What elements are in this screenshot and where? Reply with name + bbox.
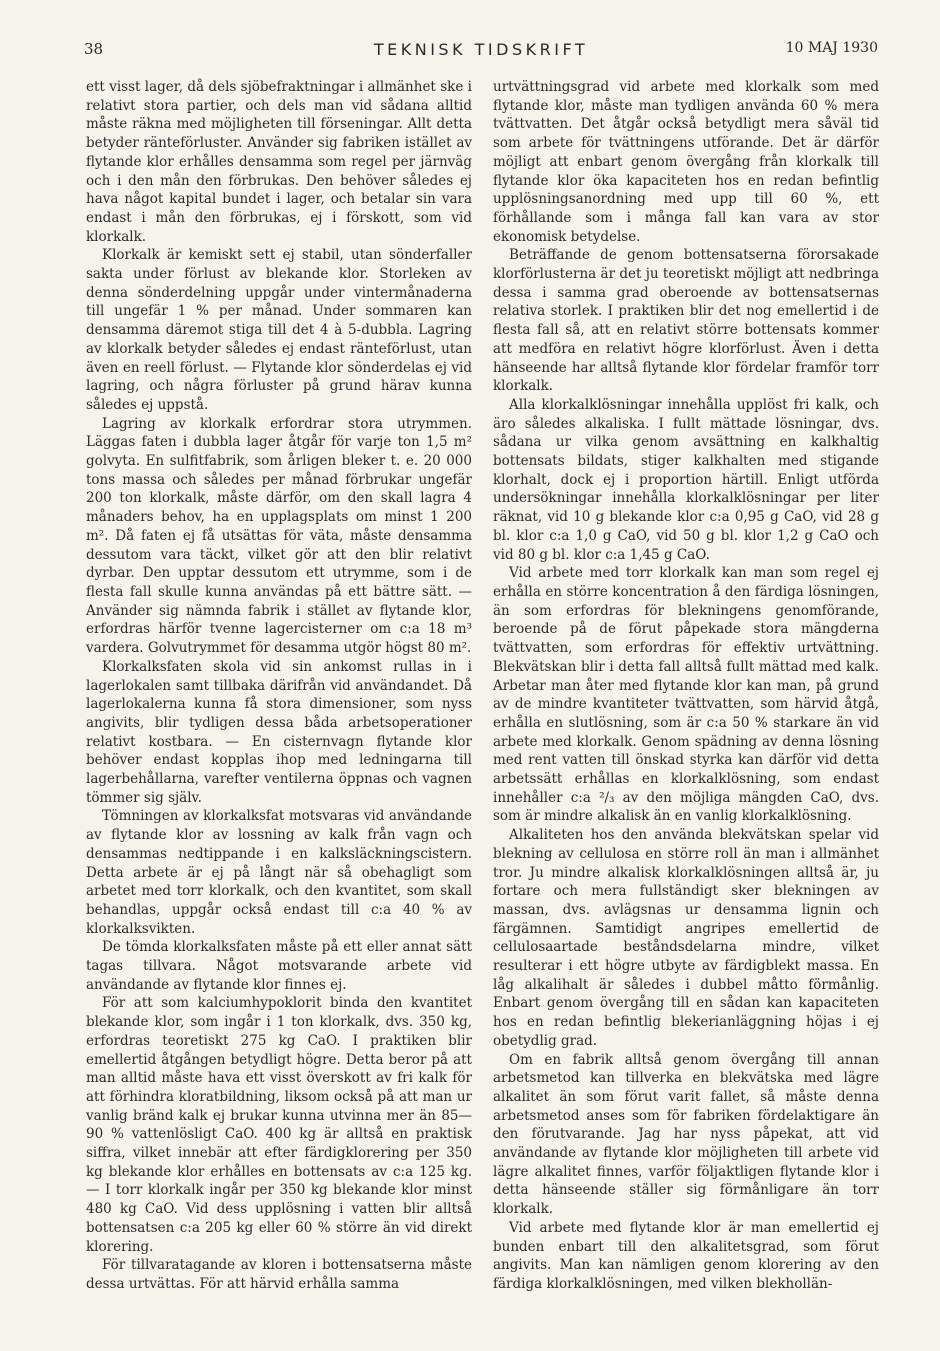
paragraph: Klorkalksfaten skola vid sin ankomst rullas in i lagerlokalen samt tillbaka därifrån vid användandet. Då lagerlokalerna kunna få stora dimensioner, som nyss angivits, blir tydligen dessa båda arbetsoperationer relativt kostbara. — En cisternvagn flytande klor behöver endast kopplas ihop med ledningarna till lagerbehållarna, varefter ventilerna öppnas och vagnen tömmer sig själv.: [86, 658, 472, 806]
paragraph: Alkaliteten hos den använda blekvätskan spelar vid blekning av cellulosa en större roll än man i allmänhet tror. Ju mindre alkalisk klorkalklösningen alltså är, ju fortare och mera fullständigt sker blekningen av massan, dvs. avlägsnas ur densamma lignin och färgämnen. Samtidigt angripes emellertid de cellulosaartade beståndsdelarna mindre, vilket resulterar i ett högre utbyte av färdigblekt massa. En låg alkalihalt är således i dubbel måtto förmånlig. Enbart genom övergång till en sådan kan kapaciteten hos en redan befintlig blekerianläggning höjas i ej obetydlig grad.: [493, 827, 879, 1049]
paragraph: De tömda klorkalksfaten måste på ett eller annat sätt tagas tillvara. Något motsvarande arbete vid användande av flytande klor finnes ej.: [86, 939, 472, 993]
paragraph: Lagring av klorkalk erfordrar stora utrymmen. Läggas faten i dubbla lager åtgår för varje ton 1,5 m² golvyta. En sulfitfabrik, som årligen bleker t. e. 20 000 tons massa och således per månad förbrukar ungefär 200 ton klorkalk, måste därför, om den skall lagra 4 månaders behov, ha en upplagsplats om minst 1 200 m². Då faten ej få utsättas för väta, måste densamma dessutom vara täckt, vilket gör att den blir relativt dyrbar. Den upptar dessutom ett utrymme, som i de flesta fall skulle kunna användas på ett bättre sätt. — Använder sig nämnda fabrik i stället av flytande klor, erfordras härför tvenne lagercisterner om c:a 18 m³ vardera. Golvutrymmet för desamma utgör högst 80 m².: [86, 415, 472, 657]
paragraph: urtvättningsgrad vid arbete med klorkalk som med flytande klor, måste man tydligen använda 60 % mera tvättvatten. Det åtgår också betydligt mera såväl tid som arbete för tvättningens utförande. Det är därför möjligt att enbart genom övergång från klorkalk till flytande klor öka kapaciteten hos en redan befintlig upplösningsanordning med upp till 60 %, ett förhållande som i många fall kan vara av stor ekonomisk betydelse.: [493, 79, 879, 245]
paragraph: Klorkalk är kemiskt sett ej stabil, utan sönderfaller sakta under förlust av blekande klor. Storleken av denna sönderdelning uppgår under vintermånaderna till ungefär 1 % per månad. Under sommaren kan densamma däremot stiga till det 4 à 5-dubbla. Lagring av klorkalk betyder således ej endast ränteförlust, utan även en reell förlust. — Flytande klor sönderdelas ej vid lagring, och några förluster på grund härav kunna således ej uppstå.: [86, 247, 472, 413]
paragraph: Vid arbete med torr klorkalk kan man som regel ej erhålla en större koncentration å den färdiga lösningen, än som erfordras för blekningens genomförande, beroende på de förut påpekade stora mängderna tvättvatten, som erfordras för effektiv urtvättning. Blekvätskan blir i detta fall alltså fullt mättad med kalk. Arbetar man åter med flytande klor kan man, på grund av de mindre kvantiteter tvättvatten, som härvid åtgå, erhålla en slutlösning, som är c:a 50 % starkare än vid arbete med klorkalk. Genom spädning av denna lösning med rent vatten till önskad styrka kan därför vid detta arbetssätt erhållas en klorkalklösning, som endast innehåller c:a ²/₃ av den möjliga mängden CaO, dvs. som är mindre alkalisk än en vanlig klorkalklösning.: [493, 565, 879, 825]
paragraph: För att som kalciumhypoklorit binda den kvantitet blekande klor, som ingår i 1 ton klorkalk, dvs. 350 kg, erfordras teoretiskt 275 kg CaO. I praktiken blir emellertid åtgången betydligt högre. Detta beror på att man alltid måste hava ett visst överskott av fri kalk för att förhindra kloratbildning, liksom också på att man ur vanlig bränd kalk ej brukar kunna utvinna mer än 85—90 % vattenlösligt CaO. 400 kg är alltså en praktisk siffra, vilket innebär att efter färdigklorering per 350 kg blekande klor erhålles en bottensats av c:a 125 kg. — I torr klorkalk ingår per 350 kg blekande klor minst 480 kg CaO. Vid dess upplösning i vatten blir alltså bottensatsen c:a 205 kg eller 60 % större än vid direkt klorering.: [86, 995, 472, 1255]
paragraph: ett visst lager, då dels sjöbefraktningar i allmänhet ske i relativt stora partier, och dels man vid sådana alltid måste räkna med möjligheten till förseningar. Allt detta betyder ränteförluster. Använder sig fabriken istället av flytande klor erhålles densamma som regel per järnväg och i den mån den förbrukas. Den behöver således ej hava något kapital bundet i lager, och betalar sin vara endast i mån den förbrukas, ej i förskott, som vid klorkalk.: [86, 79, 472, 245]
paragraph: Beträffande de genom bottensatserna förorsakade klorförlusterna är det ju teoretiskt möjligt att nedbringa dessa i samma grad oberoende av bottensatsernas relativa storlek. I praktiken blir det nog emellertid i de flesta fall så, att en relativt större bottensats kommer att medföra en relativt högre klorförlust. Även i detta hänseende har alltså flytande klor fördelar framför torr klorkalk.: [493, 247, 879, 395]
paragraph: Alla klorkalklösningar innehålla upplöst fri kalk, och äro således alkaliska. I fullt mättade lösningar, dvs. sådana ur vilka genom avsättning en kalkhaltig bottensats bildats, stiger kalkhalten med stigande klorhalt, dock ej i proportion härtill. Enligt utförda undersökningar innehålla klorkalklösningar per liter räknat, vid 10 g blekande klor c:a 0,95 g CaO, vid 28 g bl. klor c:a 1,0 g CaO, vid 50 g bl. klor 1,2 g CaO och vid 80 g bl. klor c:a 1,45 g CaO.: [493, 396, 879, 563]
journal-title: TEKNISK TIDSKRIFT: [373, 40, 589, 59]
paragraph: Om en fabrik alltså genom övergång till annan arbetsmetod kan tillverka en blekvätska med lägre alkalitet än som förut varit fallet, så måste denna arbetsmetod anses som för fabriken fördelaktigare än den förutvarande. Jag har nyss påpekat, att vid användande av flytande klor möjligheten till arbete vid lägre alkalitet finnes, varför följaktligen flytande klor i detta hänseende ställer sig förmånligare än torr klorkalk.: [493, 1051, 879, 1218]
paragraph: Vid arbete med flytande klor är man emellertid ej bunden enbart till den alkalitetsgrad, som förut angivits. Man kan nämligen genom klorering av den färdiga klorkalklösningen, med vilken blekhollän-: [493, 1219, 879, 1292]
left-column: [86, 78, 472, 1294]
issue-date: 10 MAJ 1930: [785, 40, 878, 56]
right-column: [493, 78, 879, 1294]
paragraph: Tömningen av klorkalksfat motsvaras vid användande av flytande klor av lossning av kalk från vagn och densammas nedtippande i en kalksläckningscistern. Detta arbete är ej på långt när så obehagligt som arbetet med torr klorkalk, och den kvantitet, som skall behandlas, uppgår också endast till c:a 40 % av klorkalksvikten.: [86, 808, 472, 937]
page-number: 38: [84, 40, 104, 58]
page-header: [84, 38, 878, 66]
paragraph: För tillvaratagande av kloren i bottensatserna måste dessa urtvättas. För att härvid erhålla samma: [86, 1257, 472, 1292]
